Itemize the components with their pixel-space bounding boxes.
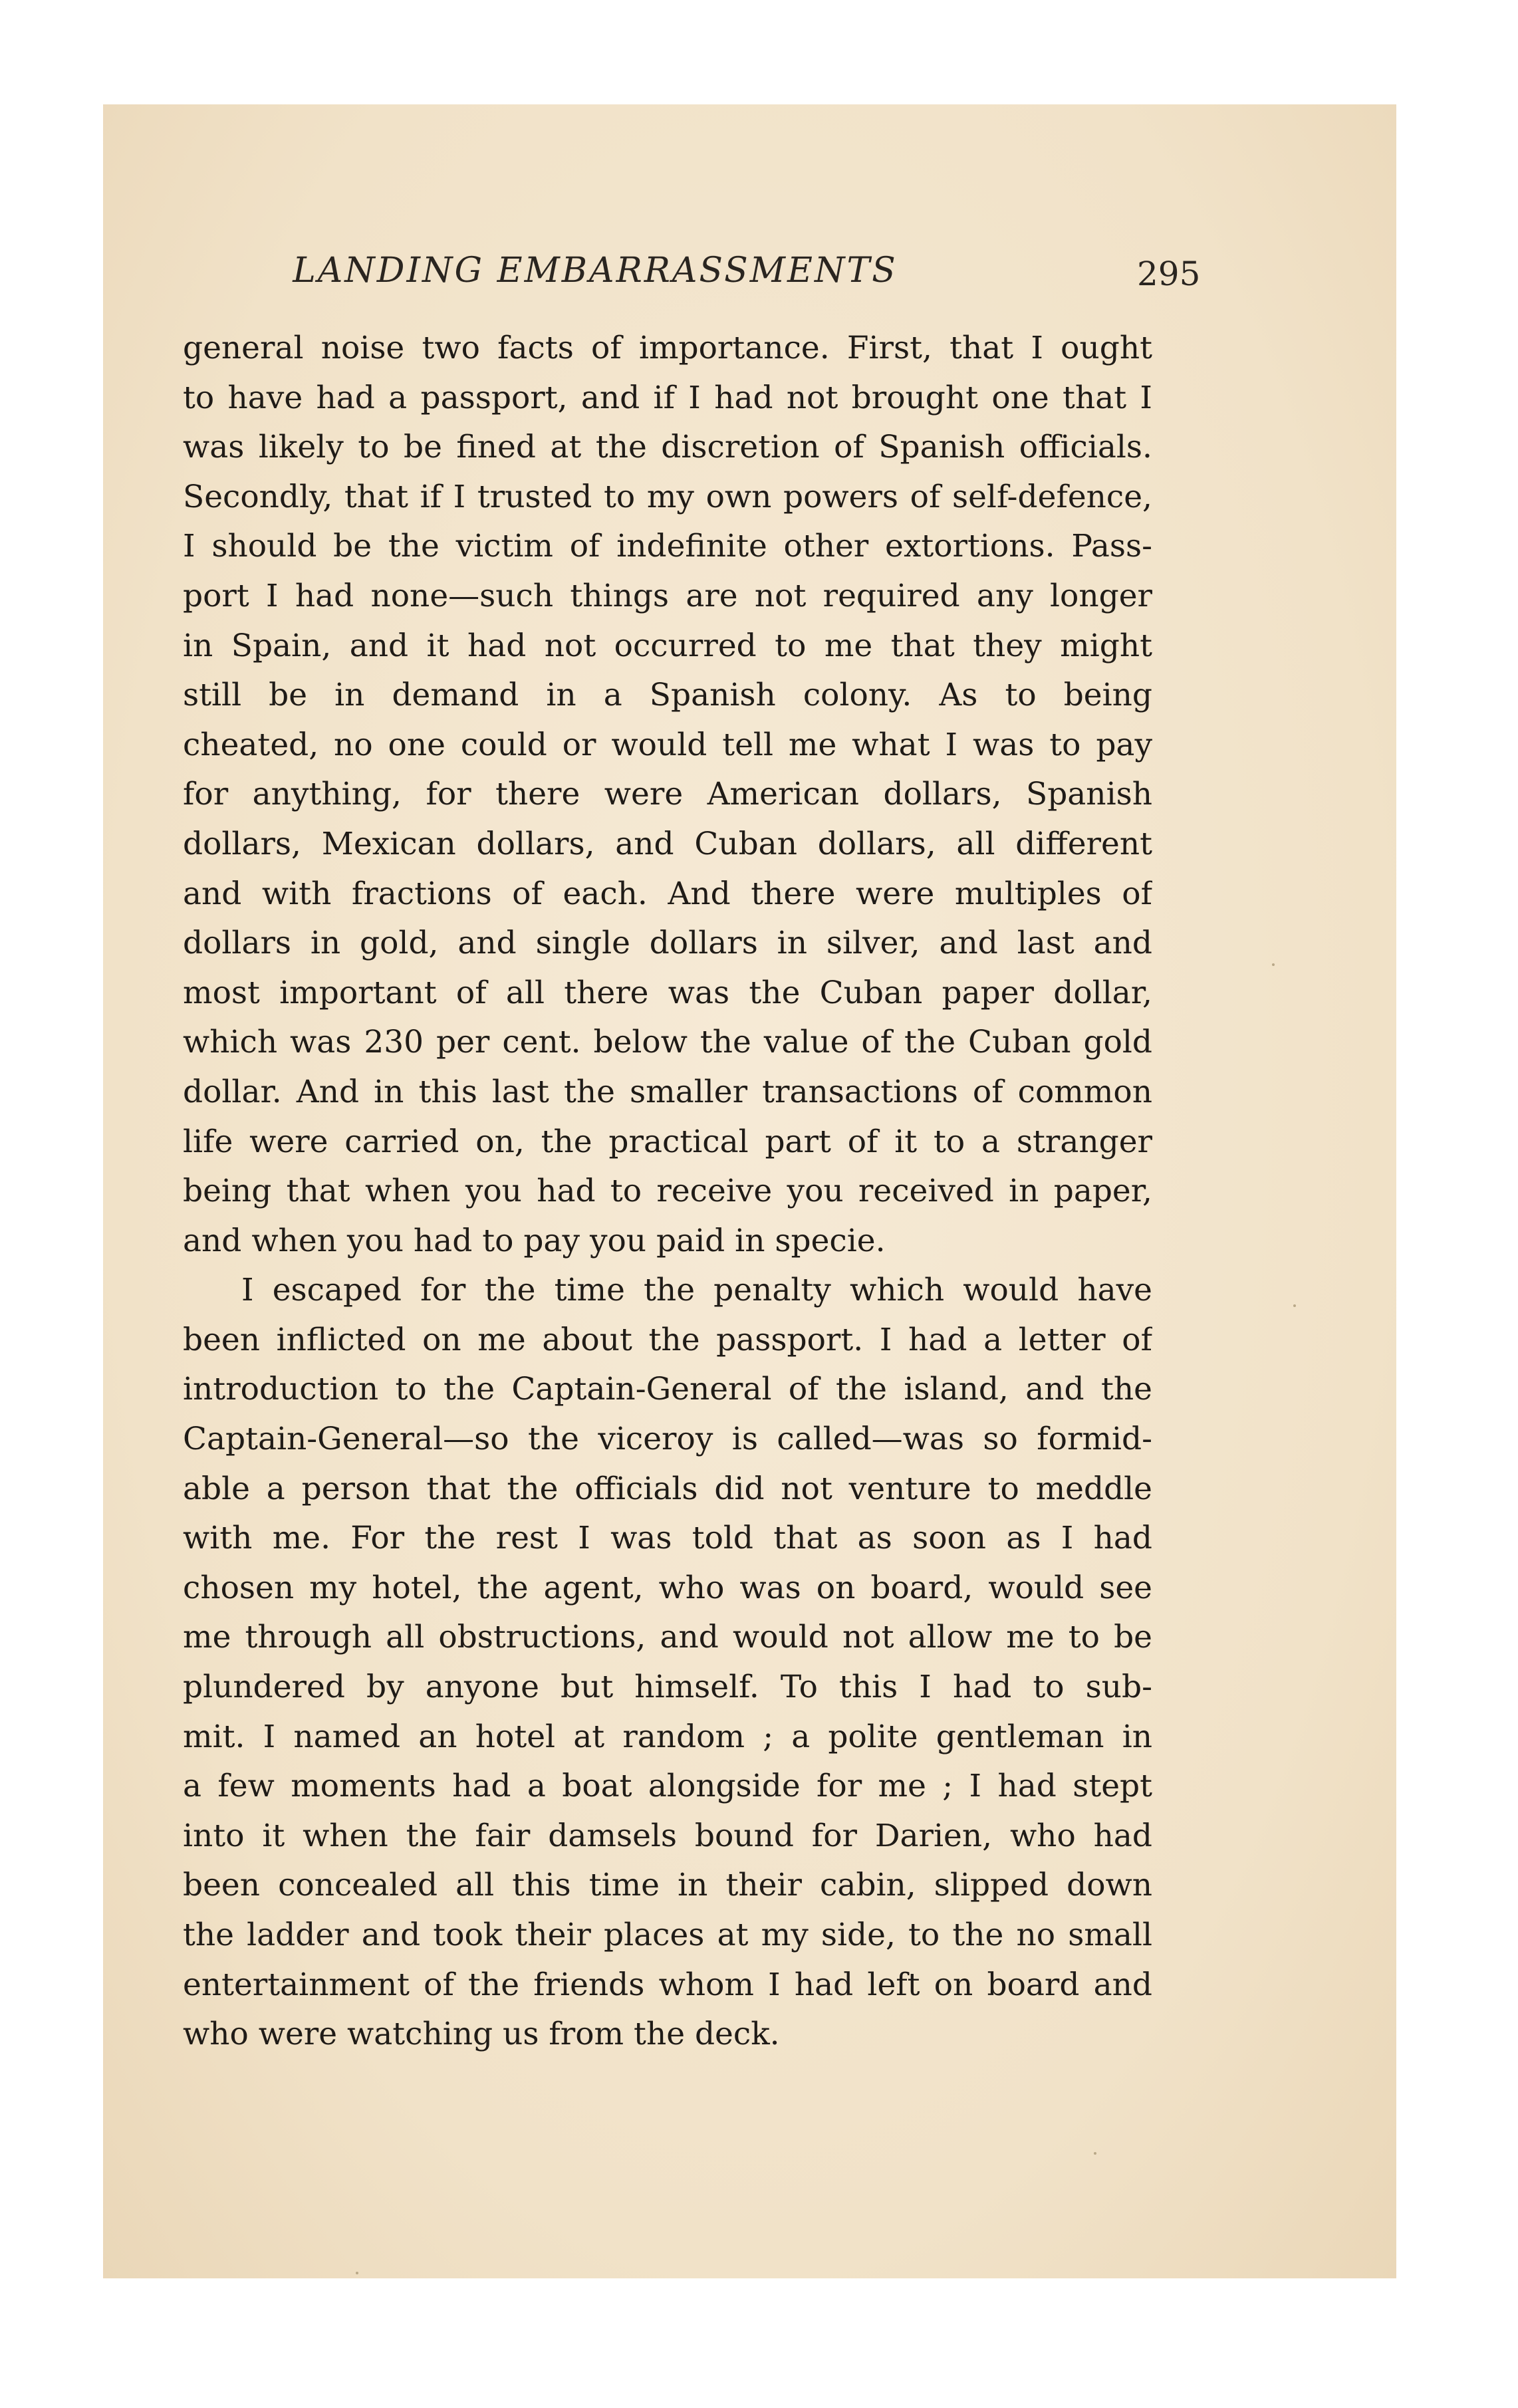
text-line: I escaped for the time the penalty which would have <box>241 1272 1152 1309</box>
text-line: which was 230 per cent. below the value of the Cuban gold <box>183 1024 1152 1061</box>
text-line: Secondly, that if I trusted to my own powers of self-defence, <box>183 478 1152 515</box>
text-line: general noise two facts of importance. First, that I ought <box>183 330 1152 366</box>
paragraph-1 <box>183 324 1152 1266</box>
text-line: into it when the fair damsels bound for Darien, who had <box>183 1817 1152 1854</box>
text-line: me through all obstructions, and would not allow me to be <box>183 1619 1152 1656</box>
paper-speck <box>1293 1304 1296 1307</box>
book-page <box>103 104 1396 2278</box>
text-line: was likely to be fined at the discretion of Spanish officials. <box>183 429 1152 466</box>
text-line: chosen my hotel, the agent, who was on board, would see <box>183 1569 1152 1606</box>
page-header <box>103 251 1396 304</box>
text-line: able a person that the officials did not venture to meddle <box>183 1470 1152 1507</box>
text-line: introduction to the Captain-General of the island, and the <box>183 1371 1152 1408</box>
text-line: to have had a passport, and if I had not brought one that I <box>183 379 1152 416</box>
text-line: and when you had to pay you paid in specie. <box>183 1222 886 1259</box>
text-line: in Spain, and it had not occurred to me that they might <box>183 627 1152 664</box>
text-line: who were watching us from the deck. <box>183 2016 780 2053</box>
paper-speck <box>1094 2152 1096 2155</box>
text-line: plundered by anyone but himself. To this I had to sub- <box>183 1669 1152 1706</box>
text-line: for anything, for there were American dollars, Spanish <box>183 776 1152 813</box>
text-line: Captain-General—so the viceroy is called—was so formid- <box>183 1421 1152 1458</box>
text-line: entertainment of the friends whom I had left on board and <box>183 1966 1152 2003</box>
text-line: dollars, Mexican dollars, and Cuban dollars, all different <box>183 825 1152 862</box>
text-line: being that when you had to receive you received in paper, <box>183 1173 1152 1210</box>
text-line: mit. I named an hotel at random ; a polite gentleman in <box>183 1718 1152 1755</box>
text-line: dollar. And in this last the smaller transactions of common <box>183 1073 1152 1110</box>
text-line: dollars in gold, and single dollars in silver, and last and <box>183 925 1152 962</box>
paper-speck <box>1272 963 1275 966</box>
text-line: port I had none—such things are not required any longer <box>183 577 1152 614</box>
running-title: LANDING EMBARRASSMENTS <box>293 251 898 291</box>
paper-speck <box>356 2272 358 2274</box>
text-line: and with fractions of each. And there were multiples of <box>183 875 1152 912</box>
paragraph-2 <box>183 1266 1152 2060</box>
text-line: I should be the victim of indefinite other extortions. Pass- <box>183 528 1152 565</box>
text-line: most important of all there was the Cuban paper dollar, <box>183 974 1152 1011</box>
text-line: a few moments had a boat alongside for me ; I had stept <box>183 1768 1152 1805</box>
text-line: life were carried on, the practical part of it to a stranger <box>183 1123 1152 1160</box>
body-text <box>183 324 1152 2060</box>
text-line: still be in demand in a Spanish colony. As to being <box>183 677 1152 714</box>
text-line: the ladder and took their places at my side, to the no small <box>183 1917 1152 1953</box>
text-line: been inflicted on me about the passport. I had a letter of <box>183 1321 1152 1358</box>
text-line: been concealed all this time in their cabin, slipped down <box>183 1867 1152 1904</box>
text-line: with me. For the rest I was told that as soon as I had <box>183 1520 1152 1557</box>
page-number: 295 <box>1137 255 1201 293</box>
text-line: cheated, no one could or would tell me what I was to pay <box>183 726 1152 763</box>
